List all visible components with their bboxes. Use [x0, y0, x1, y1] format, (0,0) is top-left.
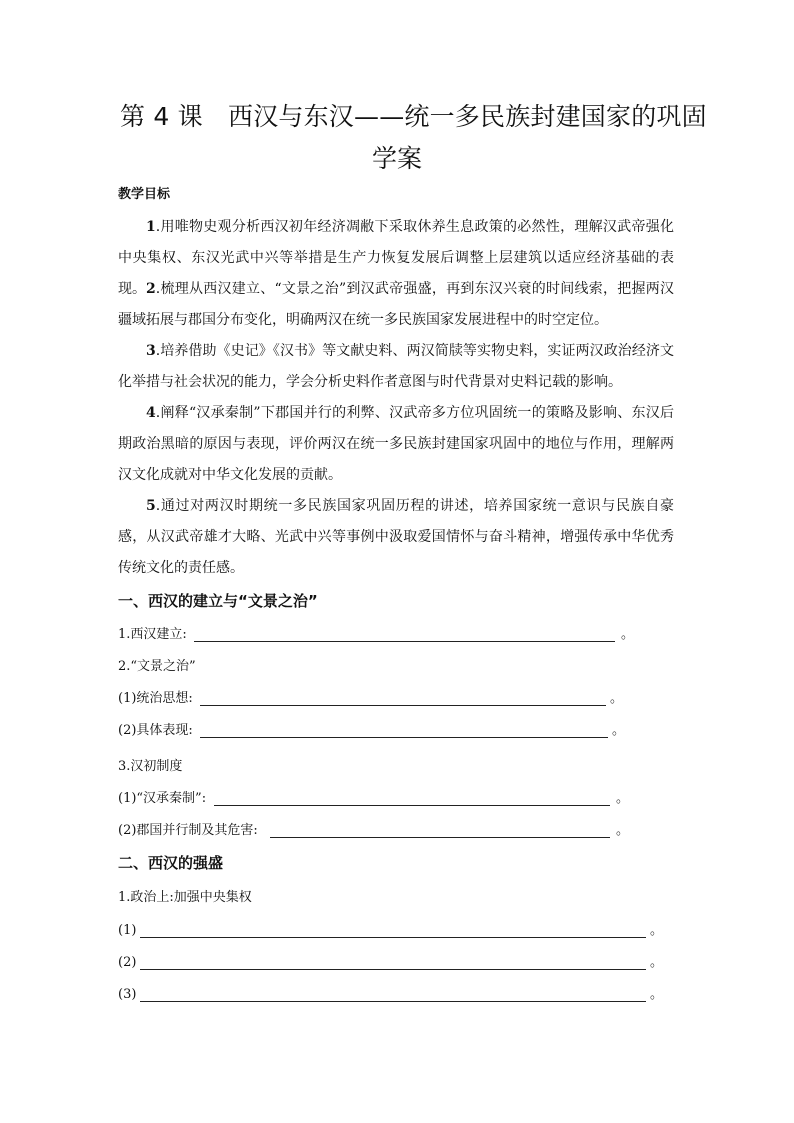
period-mark: 。 [616, 823, 630, 838]
fill-line-political-3 [118, 984, 678, 1006]
period-mark: 。 [650, 923, 664, 938]
fill-label: (1)“汉承秦制”: [118, 791, 207, 806]
fill-label: (3) [118, 987, 137, 1002]
fill-label: 3.汉初制度 [118, 759, 183, 774]
fill-label: 2.“文景之治” [118, 659, 196, 674]
fill-line-political-2 [118, 952, 678, 974]
fill-label: (2)郡国并行制及其危害: [118, 823, 258, 838]
lesson-title: 第 4 课 西汉与东汉——统一多民族封建国家的巩固 [120, 102, 707, 131]
objective-text: .梳理从西汉建立、“文景之治”到汉武帝强盛，再到东汉兴衰的时间线索，把握两汉疆域拓展与郡国分布变化，明确两汉在统一多民族国家发展进程中的时空定位。 [118, 281, 674, 328]
lesson-subtitle: 学案 [371, 144, 422, 173]
fill-item-wenjing [118, 656, 638, 678]
fill-label: 1.政治上:加强中央集权 [118, 890, 252, 905]
period-mark: 。 [650, 955, 664, 970]
answer-blank[interactable] [200, 737, 608, 738]
period-mark: 。 [621, 627, 635, 642]
fill-line-west-han-founding [118, 624, 638, 646]
fill-item-early-han-system [118, 756, 638, 778]
objective-text: .培养借助《史记》《汉书》等文献史料、两汉简牍等实物史料，实证两汉政治经济文化举措与社会状况的能力，学会分析史料作者意图与时代背景对史料记载的影响。 [118, 343, 674, 390]
fill-line-ruling-thought [118, 688, 638, 710]
period-mark: 。 [612, 723, 626, 738]
fill-item-political [118, 887, 638, 909]
answer-blank[interactable] [214, 805, 610, 806]
fill-label: (2) [118, 955, 137, 970]
section-2-heading: 二、西汉的强盛 [118, 854, 224, 872]
fill-line-political-1 [118, 920, 678, 942]
objective-3 [118, 336, 674, 398]
fill-label: (2)具体表现: [118, 723, 193, 738]
objective-number: 2 [146, 281, 156, 297]
objective-text: .用唯物史观分析西汉初年经济凋敝下采取休养生息政策的必然性，理解汉武帝强化中央集权、东汉光武中兴等举措是生产力恢复发展后调整上层建筑以适应经济基础的表现。 [118, 219, 674, 297]
section-1-heading: 一、西汉的建立与“文景之治” [118, 592, 318, 610]
fill-label: (1) [118, 923, 137, 938]
objectives-heading: 教学目标 [118, 187, 171, 202]
objective-text: .通过对两汉时期统一多民族国家巩固历程的讲述，培养国家统一意识与民族自豪感，从汉武帝雄才大略、光武中兴等事例中汲取爱国情怀与奋斗精神，增强传承中华优秀传统文化的责任感。 [118, 498, 674, 576]
objective-number: 5 [146, 498, 156, 514]
answer-blank[interactable] [200, 705, 606, 706]
objective-2 [118, 274, 674, 336]
period-mark: 。 [650, 987, 664, 1002]
answer-blank[interactable] [194, 641, 615, 642]
period-mark: 。 [616, 791, 630, 806]
objective-text: .阐释“汉承秦制”下郡国并行的利弊、汉武帝多方位巩固统一的策略及影响、东汉后期政治黑暗的原因与表现，评价两汉在统一多民族封建国家巩固中的地位与作用，理解两汉文化成就对中华文化发展的贡献。 [118, 405, 674, 483]
answer-blank[interactable] [140, 1001, 646, 1002]
objective-number: 1 [146, 219, 156, 235]
fill-line-commandery-fief [118, 820, 638, 842]
fill-line-han-inherits-qin [118, 788, 638, 810]
fill-label: 1.西汉建立: [118, 627, 187, 642]
answer-blank[interactable] [270, 837, 610, 838]
answer-blank[interactable] [140, 937, 646, 938]
objective-5 [118, 491, 674, 584]
objective-number: 3 [146, 343, 156, 359]
objective-4 [118, 398, 674, 491]
fill-label: (1)统治思想: [118, 691, 193, 706]
period-mark: 。 [610, 691, 624, 706]
objective-number: 4 [146, 405, 156, 421]
fill-line-specific-manifestation [118, 720, 638, 742]
answer-blank[interactable] [140, 969, 646, 970]
